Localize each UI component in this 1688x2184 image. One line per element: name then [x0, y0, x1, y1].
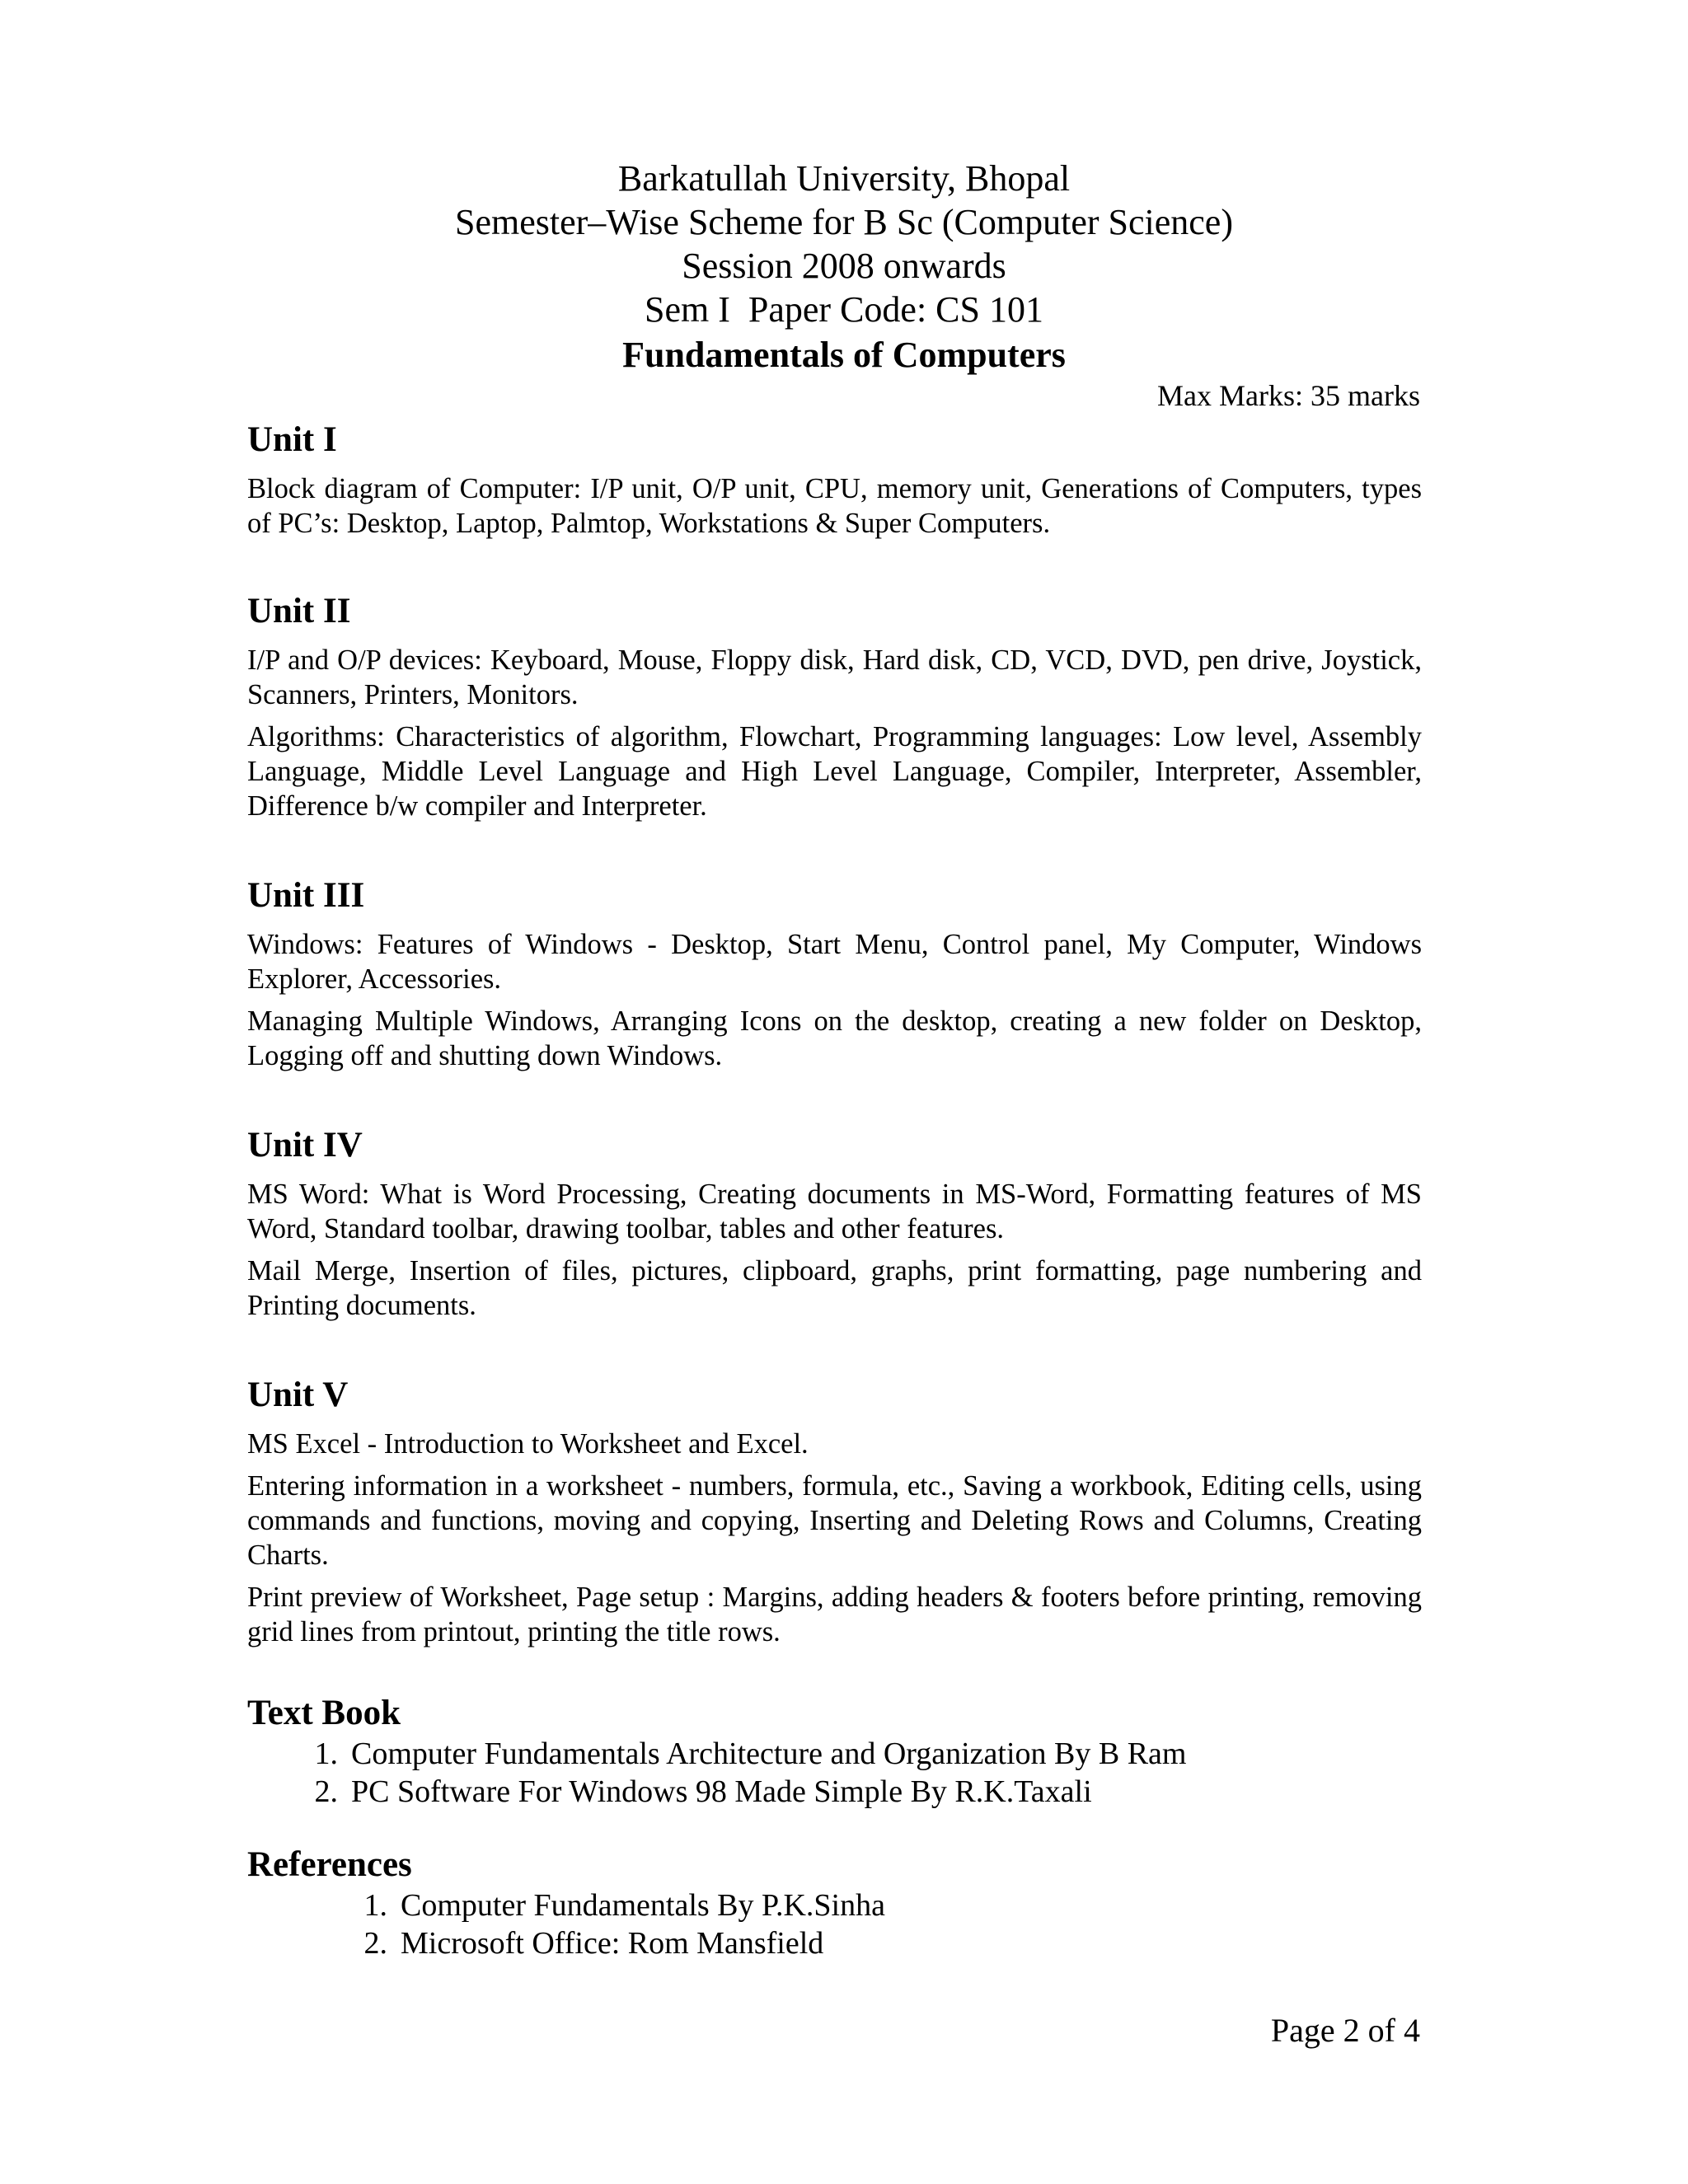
book-title: PC Software For Windows 98 Made Simple By R.K.Taxali	[351, 1774, 1092, 1809]
unit-section	[247, 1374, 1422, 1649]
references-list	[247, 1886, 1422, 1962]
semester-label: Sem I	[645, 289, 730, 330]
unit-paragraph: MS Word: What is Word Processing, Creating documents in MS-Word, Formatting features of MS Word, Standard toolbar, drawing toolbar, tables and other features.	[247, 1179, 1422, 1244]
unit-paragraph: Windows: Features of Windows - Desktop, Start Menu, Control panel, My Computer, Windows Explorer, Accessories.	[247, 929, 1422, 995]
list-number: 1.	[314, 1736, 338, 1771]
session-line: Session 2008 onwards	[682, 246, 1006, 286]
unit-paragraph: Mail Merge, Insertion of files, pictures, clipboard, graphs, print formatting, page numbering and Printing documents.	[247, 1255, 1422, 1321]
university-name: Barkatullah University, Bhopal	[617, 158, 1071, 199]
document-header	[0, 157, 1688, 377]
paper-code: Paper Code: CS 101	[748, 289, 1043, 330]
subject-title: Fundamentals of Computers	[622, 335, 1066, 375]
scheme-title: Semester–Wise Scheme for B Sc (Computer Science)	[455, 202, 1233, 242]
book-title: Computer Fundamentals Architecture and Organization By B Ram	[351, 1736, 1187, 1771]
list-item	[247, 1735, 1422, 1773]
unit-section	[247, 419, 1422, 541]
reference-title: Microsoft Office: Rom Mansfield	[401, 1926, 824, 1961]
max-marks: Max Marks: 35 marks	[1157, 379, 1420, 412]
unit-paragraph: Algorithms: Characteristics of algorithm, Flowchart, Programming languages: Low level, Assembly Language, Middle Level Language and High Level Language, Compiler, Interpreter, Assembler, Difference b/w compiler and Interpreter.	[247, 721, 1422, 822]
references-heading: References	[247, 1845, 412, 1884]
unit-title: Unit II	[247, 592, 351, 630]
unit-paragraph: Entering information in a worksheet - numbers, formula, etc., Saving a workbook, Editing cells, using commands and functions, moving and copying, Inserting and Deleting Rows and Columns, Creating Charts.	[247, 1470, 1422, 1571]
list-number: 2.	[363, 1926, 387, 1961]
list-item	[247, 1924, 1422, 1962]
sem-paper-line	[0, 288, 1688, 331]
unit-title: Unit IV	[247, 1126, 363, 1165]
unit-section	[247, 590, 1422, 823]
list-number: 2.	[314, 1774, 338, 1809]
unit-paragraph: Managing Multiple Windows, Arranging Icons on the desktop, creating a new folder on Desktop, Logging off and shutting down Windows.	[247, 1005, 1422, 1071]
unit-paragraph: I/P and O/P devices: Keyboard, Mouse, Floppy disk, Hard disk, CD, VCD, DVD, pen drive, Joystick, Scanners, Printers, Monitors.	[247, 644, 1422, 710]
unit-title: Unit V	[247, 1376, 349, 1414]
list-number: 1.	[363, 1888, 387, 1923]
syllabus-content	[247, 419, 1422, 1995]
list-item	[247, 1773, 1422, 1811]
text-book-heading: Text Book	[247, 1694, 401, 1732]
unit-title: Unit I	[247, 420, 337, 459]
unit-section	[247, 1124, 1422, 1323]
unit-paragraph: Print preview of Worksheet, Page setup : Margins, adding headers & footers before printing, removing grid lines from printout, printing the title rows.	[247, 1582, 1422, 1647]
page-number: Page 2 of 4	[1270, 2012, 1420, 2049]
reference-title: Computer Fundamentals By P.K.Sinha	[401, 1888, 885, 1923]
unit-paragraph: MS Excel - Introduction to Worksheet and Excel.	[247, 1428, 809, 1460]
unit-title: Unit III	[247, 876, 365, 915]
unit-paragraph: Block diagram of Computer: I/P unit, O/P unit, CPU, memory unit, Generations of Computers, types of PC’s: Desktop, Laptop, Palmtop, Workstations & Super Computers.	[247, 473, 1422, 539]
unit-section	[247, 874, 1422, 1073]
list-item	[247, 1886, 1422, 1924]
text-book-list	[247, 1735, 1422, 1811]
